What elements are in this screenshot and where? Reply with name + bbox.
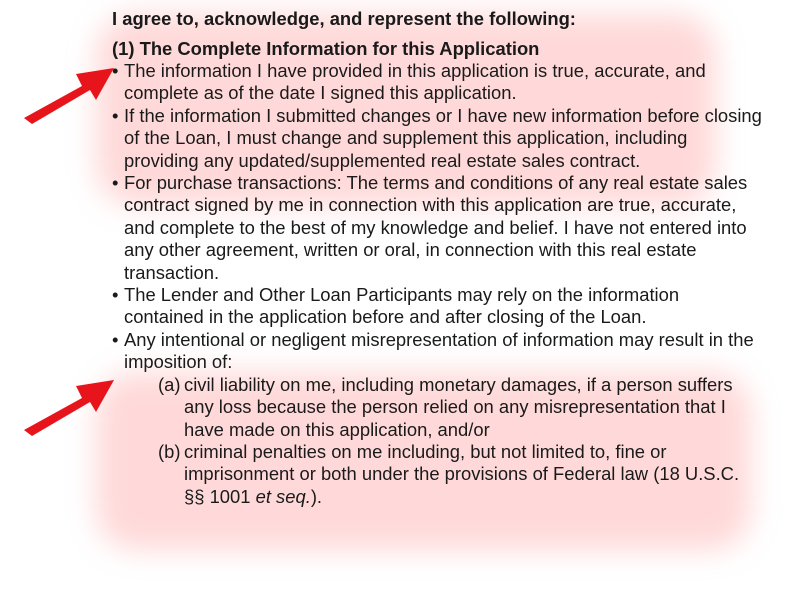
disclosure-document [112,8,762,508]
section-title: (1) The Complete Information for this Application [112,38,540,59]
red-arrow-icon [20,372,116,444]
sub-item-text: civil liability on me, including monetary damages, if a person suffers any loss because the person relied on any misrepresentation that I have made on this application, and/or [184,373,733,440]
citation-suffix: ). [310,485,323,507]
sub-item-marker: (b) [158,440,181,462]
bullet-dot: • [112,284,119,306]
bullet-dot: • [112,328,119,350]
red-arrow-icon [20,60,119,132]
citation-italic: et seq. [255,485,311,507]
bullet-text: Any intentional or negligent misrepresentation of information may result in the imposition of: [124,328,754,373]
sub-item [158,374,762,441]
bullet-list [112,60,762,508]
bullet-dot: • [112,172,119,194]
sub-item [158,441,762,508]
bullet-dot: • [112,60,119,81]
bullet-item [112,329,762,508]
bullet-text: The information I have provided in this application is true, accurate, and complete as of the date I signed this application. [124,60,706,104]
sub-item-list [124,374,762,508]
document-heading: I agree to, acknowledge, and represent the following: [112,8,576,29]
bullet-text: If the information I submitted changes or I have new information before closing of the Loan, I must change and supplement this application, including providing any updated/supplemented real estate sales contract. [124,104,762,171]
bullet-item [112,60,762,105]
citation-prefix: (18 U.S.C. §§ 1001 [184,463,740,507]
sub-item-text: criminal penalties on me including, but not limited to, fine or imprisonment or both under the provisions of Federal law [184,440,667,485]
bullet-item [112,284,762,329]
bullet-item [112,105,762,172]
bullet-text: For purchase transactions: The terms and conditions of any real estate sales contract signed by me in connection with this application are true, accurate, and complete to the best of my knowledge and belief. I have not entered into any other agreement, written or oral, in connection with this real estate transaction. [124,172,748,283]
bullet-item [112,172,762,284]
bullet-text: The Lender and Other Loan Participants may rely on the information contained in the application before and after closing of the Loan. [124,284,680,328]
bullet-dot: • [112,104,119,126]
sub-item-marker: (a) [158,373,181,395]
